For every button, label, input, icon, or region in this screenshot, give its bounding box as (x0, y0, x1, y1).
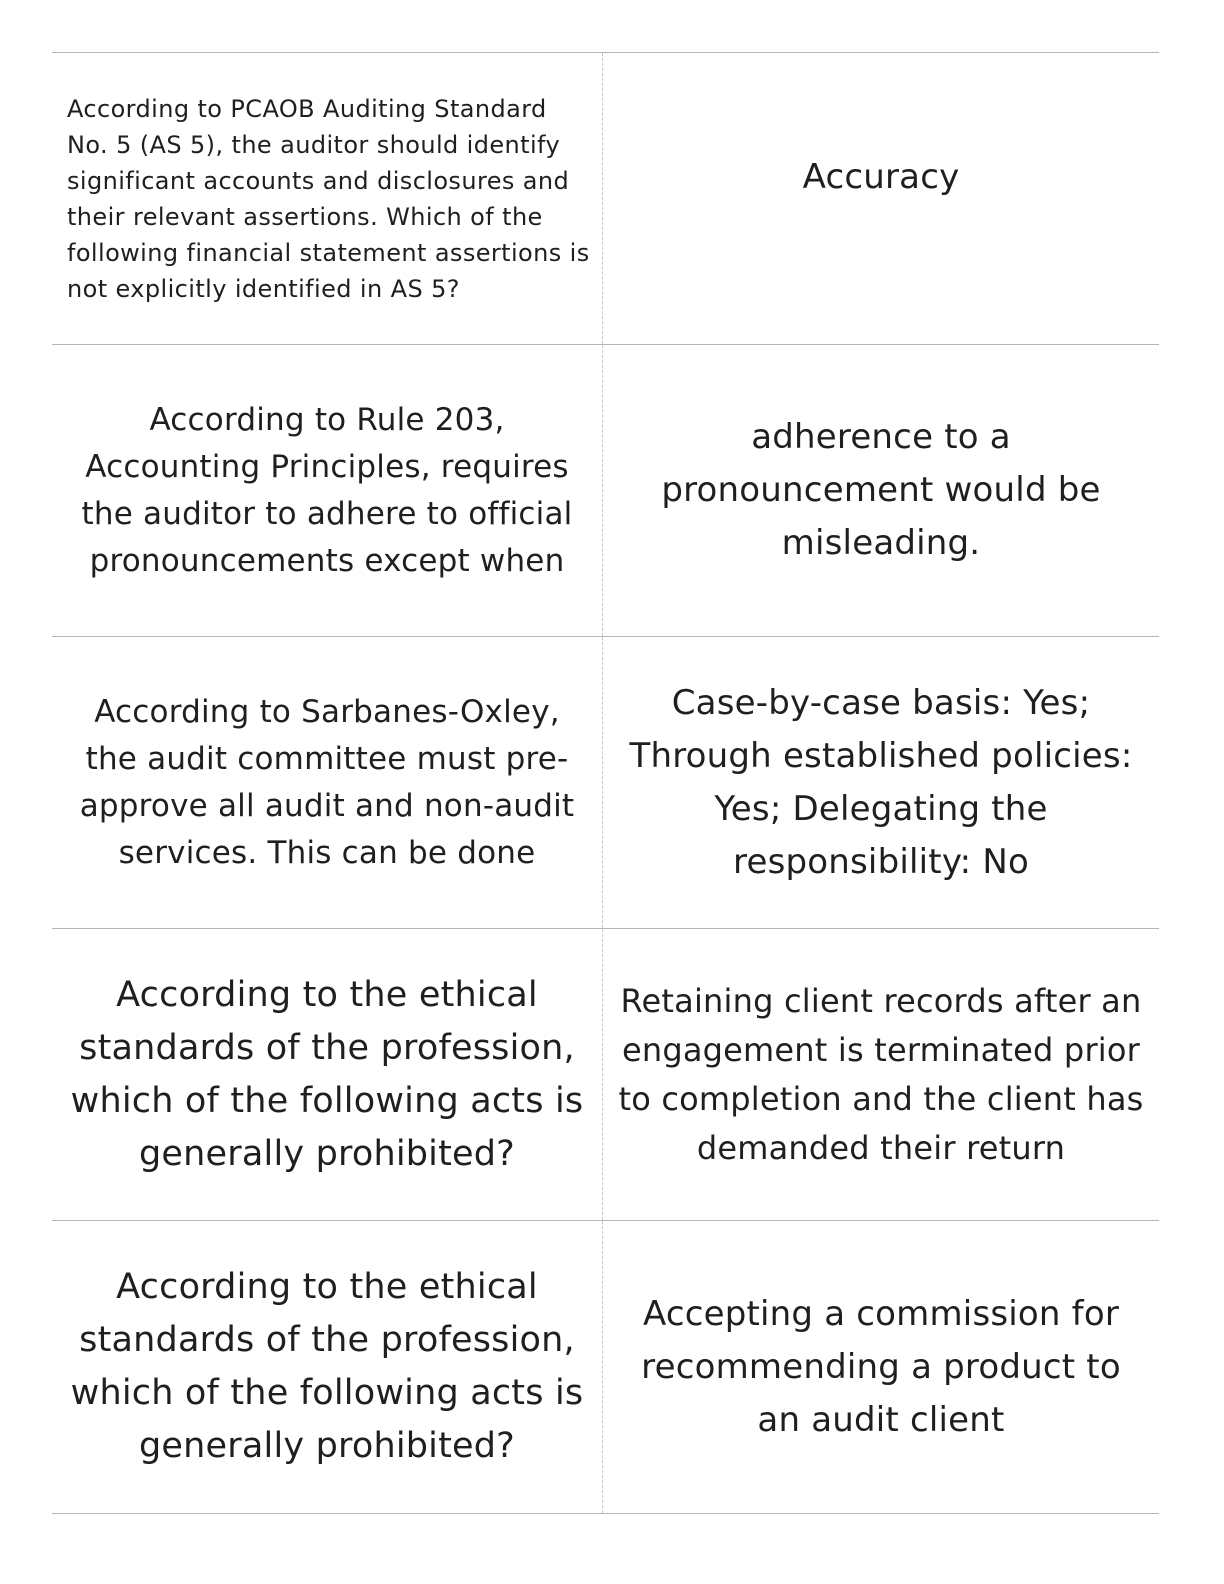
flashcard-row-4 (52, 928, 1159, 1220)
question-text: According to the ethical standards of the profession, which of the following acts is generally prohibited? (70, 1267, 584, 1466)
flashcard-answer (603, 53, 1159, 344)
flashcard-answer (603, 1221, 1159, 1513)
flashcard-question (52, 345, 603, 636)
flashcard-answer (603, 637, 1159, 928)
flashcard-question (52, 929, 603, 1220)
answer-text: Case-by-case basis: Yes; Through established policies: Yes; Delegating the responsibility: No (629, 682, 1133, 882)
question-text: According to Rule 203, Accounting Principles, requires the auditor to adhere to official pronouncements except when (81, 401, 573, 579)
flashcard-question (52, 53, 603, 344)
flashcard-answer (603, 345, 1159, 636)
flashcard-answer (603, 929, 1159, 1220)
answer-text: Accuracy (802, 157, 960, 197)
flashcard-sheet (52, 52, 1159, 1514)
flashcard-row-5 (52, 1220, 1159, 1514)
question-text: According to the ethical standards of the profession, which of the following acts is generally prohibited? (70, 974, 584, 1174)
flashcard-question (52, 1221, 603, 1513)
flashcard-row-2 (52, 344, 1159, 636)
flashcard-question (52, 637, 603, 928)
answer-text: adherence to a pronouncement would be misleading. (661, 417, 1101, 563)
answer-text: Retaining client records after an engagement is terminated prior to completion and the client has demanded their return (618, 981, 1144, 1167)
flashcard-row-1 (52, 52, 1159, 344)
flashcard-row-3 (52, 636, 1159, 928)
question-text: According to Sarbanes-Oxley, the audit committee must pre-approve all audit and non-audit services. This can be done (79, 693, 575, 871)
question-text: According to PCAOB Auditing Standard No. 5 (AS 5), the auditor should identify significant accounts and disclosures and their relevant assertions. Which of the following financial statement assertions is not explicitly identified in AS 5? (67, 94, 590, 303)
answer-text: Accepting a commission for recommending a product to an audit client (641, 1293, 1121, 1440)
